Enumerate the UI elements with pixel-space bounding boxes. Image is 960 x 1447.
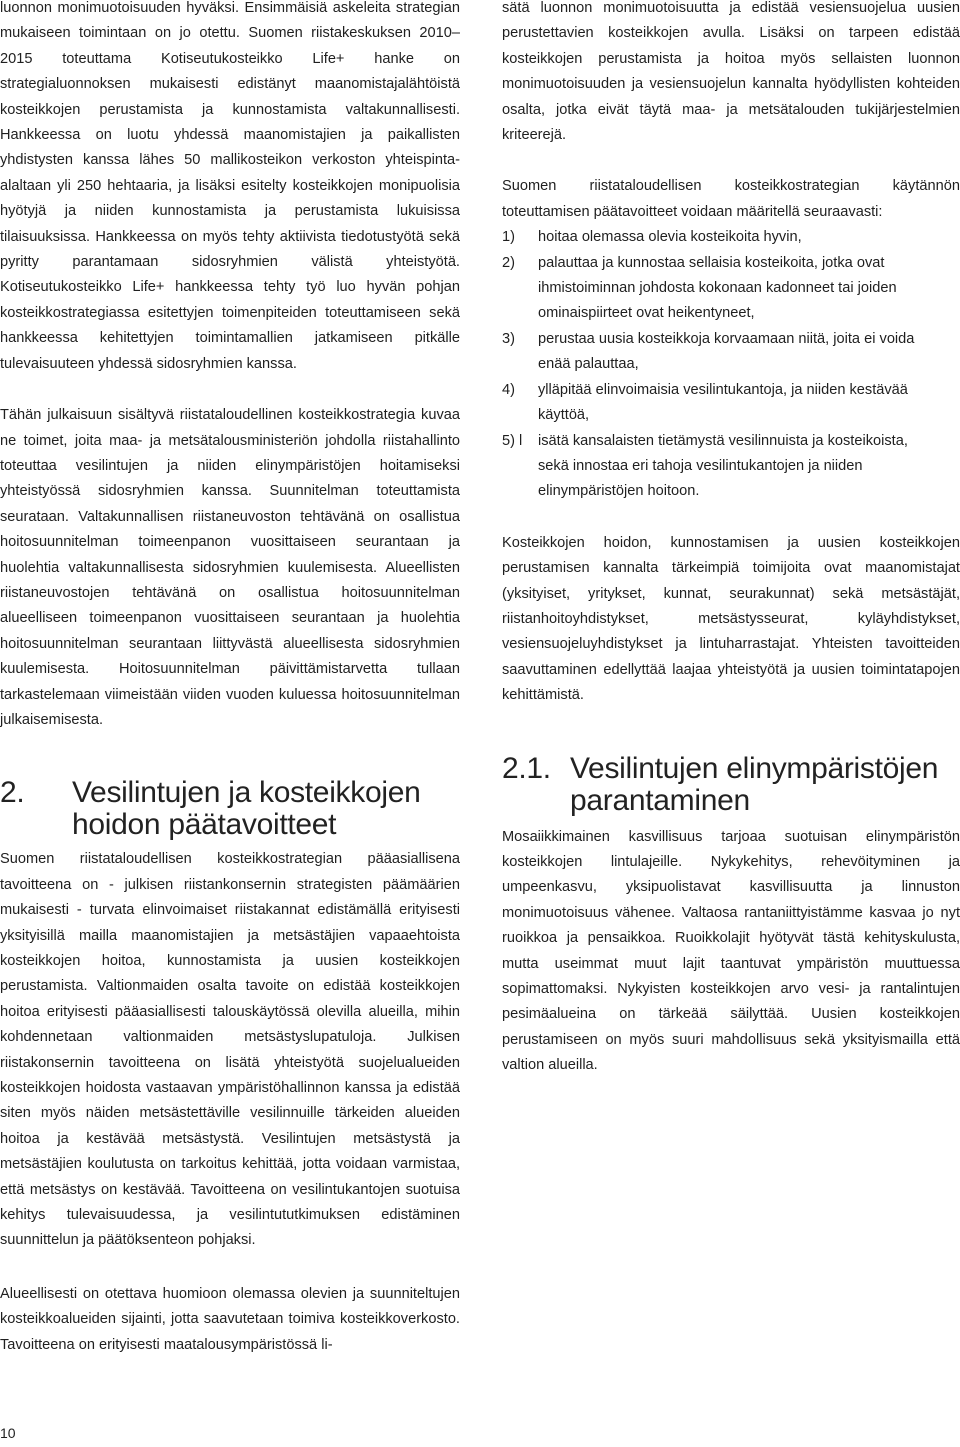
- left-column: [0, 0, 460, 1358]
- page-number: 10: [0, 1425, 16, 1441]
- section-2-number: 2.: [0, 776, 25, 810]
- section-2-heading: [0, 777, 460, 841]
- target-item: 2) palauttaa ja kunnostaa sellaisia kosteikoita, jotka ovat ihmistoiminnan johdosta kokonaan kadonneet tai joiden ominaispiirteet ovat heikentyneet,: [502, 254, 897, 322]
- right-paragraph-4: Mosaiikkimainen kasvillisuus tarjoaa suotuisan elinympäristön kosteikkojen lintulajeille. Nykykehitys, rehevöityminen ja umpeenkasvu, yksipuolistavat kasvillisuutta ja linnuston monimuotoisuus vähenee. Valtaosa rantaniittyistämme kasvaa jo nyt ruoikkoa ja pensaikkoa. Ruoikkolajit hyötyvät tästä kehityskulusta, mutta useimmat muut lajit taantuvat ympäristön muuttuessa sopimattomaksi. Nykyisten kosteikkojen arvo vesi- ja rantalintujen pesimäalueina on tärkeää säilyttää. Uusien kosteikkojen perustamiseen on myös suuri mahdollisuus sekä yksityismailla että valtion alueilla.: [502, 828, 960, 1074]
- target-item: 5) l isätä kansalaisten tietämystä vesilinnuista ja kosteikoista, sekä innostaa eri tahoja vesilintukantojen ja niiden elinympäristöjen hoitoon.: [502, 432, 908, 500]
- right-paragraph-3: Kosteikkojen hoidon, kunnostamisen ja uusien kosteikkojen perustamisen kannalta tärkeimpiä toimijoita ovat maanomistajat (yksityiset, yritykset, kunnat, seurakunnat) sekä metsästäjät, riistanhoitoyhdistykset, metsästysseurat, kyläyhdistykset, vesiensuojeluyhdistykset ja lintuharrastajat. Yhteisten tavoitteiden saavuttaminen edellyttää laajaa yhteistyötä ja uusien toimintatapojen kehittämistä.: [502, 534, 960, 704]
- right-paragraph-2: Suomen riistataloudellisen kosteikkostrategian käytännön toteuttamisen päätavoitteet voidaan määritellä seuraavasti:: [502, 178, 960, 220]
- section-2-1-title: Vesilintujen elinympäristöjen parantaminen: [570, 751, 939, 817]
- main-targets-list: [502, 225, 960, 504]
- right-paragraph-1: sätä luonnon monimuotoisuutta ja edistää vesiensuojelua uusien perustettavien kosteikkojen avulla. Lisäksi on tarpeen edistää kosteikkojen perustamista ja hoitoa myös sellaisten luonnon monimuotoisuuden ja vesiensuojelun kannalta hyödyllisten kohteiden osalta, jotka eivät täytä maa- ja metsätalouden tukijärjestelmien kriteerejä.: [502, 0, 960, 144]
- left-paragraph-4: Alueellisesti on otettava huomioon olemassa olevien ja suunniteltujen kosteikkoalueiden sijainti, jotta saavutetaan toimiva kosteikkoverkosto. Tavoitteena on erityisesti maatalousympäristössä li-: [0, 1285, 460, 1353]
- left-paragraph-1: luonnon monimuotoisuuden hyväksi. Ensimmäisiä askeleita strategian mukaiseen toimintaan on jo otettu. Suomen riistakeskuksen 2010–2015 toteuttama Kotiseutukosteikko Life+ hanke on strategialuonnoksen mukaisesti edistänyt maanomistajalähtöistä kosteikkojen perustamista ja kunnostamista valtakunnallisesti. Hankkeessa on luotu yhdessä maanomistajien ja paikallisten yhdistysten kanssa lähes 50 mallikosteikon verkoston yhteispinta-alaltaan yli 250 hehtaaria, ja lisäksi esitelty kosteikkojen monipuolisia hyötyjä ja niiden kunnostamista ja perustamista lukuisissa tilaisuuksissa. Hankkeessa on myös tehty aktiivista tiedotustyötä sekä pyritty parantamaan sidosryhmien välistä yhteistyötä. Kotiseutukosteikko Life+ hankkeessa tehty työ luo hyvän pohjan kosteikkostrategiassa esitettyjen toimenpiteiden toteuttamiseen sekä hankkeessa kehitettyjen toimintamallien jatkamiseen pitkälle tulevaisuuteen yhdessä sidosryhmien kanssa.: [0, 0, 460, 372]
- left-paragraph-2: Tähän julkaisuun sisältyvä riistataloudellinen kosteikkostrategia kuvaa ne toimet, joita maa- ja metsätalousministeriön johdolla riistahallinto toteuttaa vesilintujen ja niiden elinympäristöjen hoitamiseksi yhteistyössä sidosryhmien kanssa. Suunnitelman toteuttamista seurataan. Valtakunnallisen riistaneuvoston tehtävänä on osallistua hoitosuunnitelman toimeenpanon vuosittaiseen seurantaan ja huolehtia valtakunnallisesta sidosryhmien kuulemisesta. Alueellisten riistaneuvostojen tehtävänä on osallistua hoitosuunnitelman alueelliseen toimeenpanon vuosittaiseen seurantaan ja huolehtia hoitosuunnitelman seurantaan liittyvästä alueellisesta sidosryhmien kuulemisesta. Hoitosuunnitelman päivittämistarvetta tullaan tarkastelemaan viimeistään viiden vuoden kuluessa hoitosuunnitelman julkaisemisesta.: [0, 407, 460, 728]
- section-2-1-heading: [502, 753, 960, 817]
- target-item: 4) ylläpitää elinvoimaisia vesilintukantoja, ja niiden kestävää käyttöä,: [502, 381, 908, 424]
- left-paragraph-3: Suomen riistataloudellisen kosteikkostrategian pääasiallisena tavoitteena on - julkisen riistankonsernin strategisten päämäärien mukaisesti - turvata elinvoimaiset riistakannat edistämällä erityisesti yksityisillä mailla maanomistajien ja metsästäjien vapaaehtoista kosteikkojen hoitoa, kunnostamista ja uusien kosteikkojen perustamista. Valtionmaiden osalta tavoite on edistää kosteikkojen hoitoa erityisesti pääasiallisesti talouskäytössä olevilla alueilla, mihin kohdennetaan valtionmaiden metsästyslupatuloja. Julkisen riistakonsernin tavoitteena on lisätä yhteistyötä suojelualueiden kosteikkojen hoidosta vastaavan ympäristöhallinnon kanssa ja edistää siten myös näiden metsästettäville vesilinnuille tärkeiden alueiden hoitoa ja kestävää metsästystä. Vesilintujen metsästystä ja metsästäjien koulutusta on tarkoitus kehittää, jotta voidaan varmistaa, että metsästys on kestävää. Tavoitteena on vesilintukantojen suotuisa kehitys tulevaisuudessa, ja vesilintututkimuksen edistäminen suunnittelun ja päätöksenteon pohjaksi.: [0, 851, 460, 1249]
- right-column: [502, 0, 960, 1079]
- target-item: 3) perustaa uusia kosteikkoja korvaamaan niitä, joita ei voida enää palauttaa,: [502, 330, 915, 373]
- section-2-title: Vesilintujen ja kosteikkojen hoidon päätavoitteet: [72, 776, 421, 842]
- section-2-1-number: 2.1.: [502, 751, 551, 785]
- target-item: 1) hoitaa olemassa olevia kosteikoita hyvin,: [502, 229, 802, 246]
